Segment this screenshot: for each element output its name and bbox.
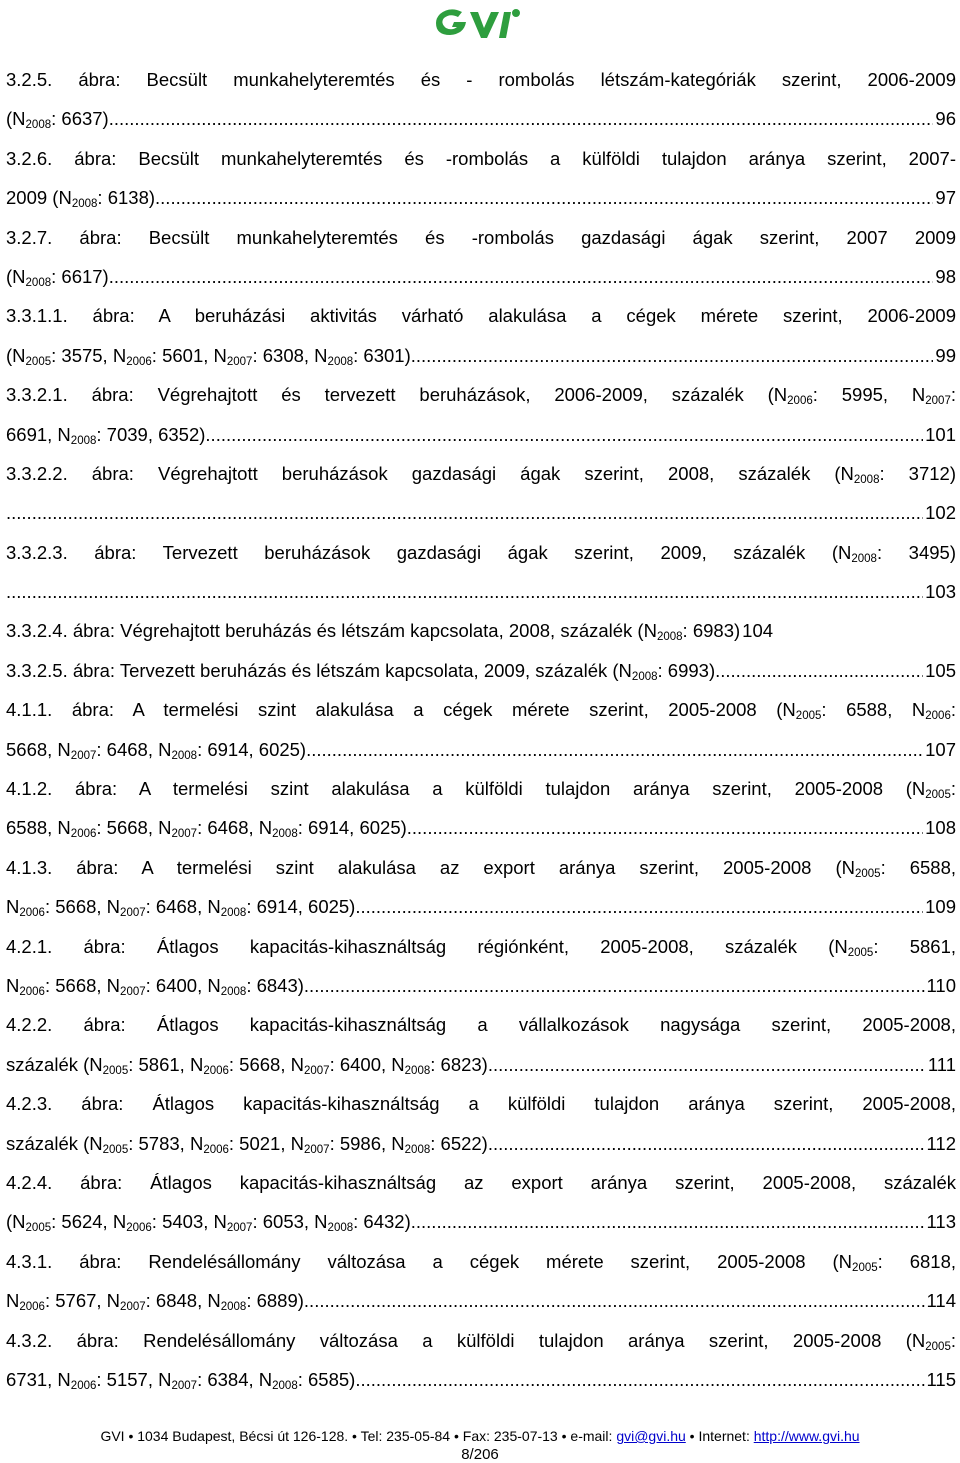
entry-title-text: 6731, $N_{2006}$: 5157, $N_{2007}$: 6384, $N_{2008}$: 6585) [6,1368,356,1392]
entry-last-line [6,99,956,138]
entry-title-text: 5668, $N_{2007}$: 6468, $N_{2008}$: 6914, 6025) [6,738,307,762]
entry-page-number: 109 [925,896,956,918]
entry-page-number: 110 [926,974,956,996]
logo-mark-g [436,9,466,35]
entry-title-line: 3.2.5. ábra: Becsült munkahelyteremtés és - rombolás létszám-kategóriák szerint, 2006-2009 [6,69,956,90]
dot-leader [488,1045,926,1084]
gvi-logo [436,4,524,42]
list-of-figures [6,60,956,1399]
entry-last-line [6,1360,956,1399]
entry-title-line: 4.3.2. ábra: Rendelésállomány változása a külföldi tulajdon aránya szerint, 2005-2008 ($N_{2005}$: [6,1329,956,1353]
entry-last-line [6,730,956,769]
entry-title-text: ($N_{2005}$: 3575, $N_{2006}$: 5601, $N_{2007}$: 6308, $N_{2008}$: 6301) [6,344,411,368]
figure-entry[interactable] [6,1084,956,1163]
figure-entry[interactable] [6,60,956,139]
entry-last-line [6,1281,956,1320]
dot-leader [6,572,923,611]
entry-title-line: 4.2.2. ábra: Átlagos kapacitás-kihasználtság a vállalkozások nagysága szerint, 2005-2008, [6,1014,956,1036]
dot-leader [109,99,934,138]
dot-leader [355,887,923,926]
entry-title-line: 4.2.4. ábra: Átlagos kapacitás-kihasználtság az export aránya szerint, 2005-2008, százalék [6,1171,956,1193]
entry-page-number: 113 [926,1211,956,1233]
dot-leader [109,257,934,296]
figure-entry[interactable] [6,769,956,848]
figure-entry[interactable] [6,690,956,769]
entry-last-line [6,966,956,1005]
entry-page-number: 111 [927,1053,956,1075]
figure-entry[interactable] [6,611,956,650]
entry-title-line: 3.2.7. ábra: Becsült munkahelyteremtés és -rombolás gazdasági ágak szerint, 2007 2009 [6,226,956,248]
dot-leader [355,1360,924,1399]
dot-leader [715,651,923,690]
logo-mark-i [499,12,511,38]
entry-title-text: $N_{2006}$: 5767, $N_{2007}$: 6848, $N_{2008}$: 6889) [6,1290,304,1314]
entry-title-line: 3.3.2.1. ábra: Végrehajtott és tervezett beruházások, 2006-2009, százalék ($N_{2006}$: 5995, $N_{2007}$: [6,384,956,408]
entry-title-text: 2009 ($N_{2008}$: 6138) [6,187,156,211]
figure-entry[interactable] [6,651,956,690]
entry-title-text: ($N_{2008}$: 6637) [6,108,109,132]
entry-last-line [6,1045,956,1084]
dot-leader [304,966,925,1005]
entry-page-number: 104 [742,620,774,642]
page-footer [0,1427,960,1445]
entry-page-number: 114 [926,1290,956,1312]
entry-page-number: 96 [935,108,956,130]
entry-title-text: $N_{2006}$: 5668, $N_{2007}$: 6400, $N_{2008}$: 6843) [6,974,304,998]
entry-title-line: 4.1.1. ábra: A termelési szint alakulása a cégek mérete szerint, 2005-2008 ($N_{2005}$: 6588, $N_{2006}$: [6,699,956,723]
entry-page-number: 101 [925,423,956,445]
dot-leader [306,730,923,769]
entry-title-line: 3.3.2.3. ábra: Tervezett beruházások gazdasági ágak szerint, 2009, százalék ($N_{2008}$: 3495) [6,541,956,565]
figure-entry[interactable] [6,927,956,1006]
figure-entry[interactable] [6,218,956,297]
figure-entry[interactable] [6,296,956,375]
figure-entry[interactable] [6,1321,956,1400]
page-number: 8/206 [461,1446,499,1463]
entry-title-text: 3.3.2.4. ábra: Végrehajtott beruházás és létszám kapcsolata, 2008, százalék ($N_{2008}$: 6983) [6,620,741,644]
entry-last-line [6,572,956,611]
figure-entry[interactable] [6,375,956,454]
entry-title-text: $N_{2006}$: 5668, $N_{2007}$: 6468, $N_{2008}$: 6914, 6025) [6,896,356,920]
footer-internet-label: • Internet: [685,1428,754,1444]
entry-title-line: 4.1.2. ábra: A termelési szint alakulása a külföldi tulajdon aránya szerint, 2005-2008 ($N_{2005}$: [6,778,956,802]
footer-email-link[interactable]: gvi@gvi.hu [616,1428,686,1444]
entry-last-line [6,1124,956,1163]
logo-dot [512,9,520,17]
entry-last-line [6,611,956,650]
entry-title-line: 4.2.3. ábra: Átlagos kapacitás-kihasználtság a külföldi tulajdon aránya szerint, 2005-2008, [6,1093,956,1115]
entry-last-line [6,178,956,217]
footer-address: GVI • 1034 Budapest, Bécsi út 126-128. • Tel: 235-05-84 • Fax: 235-07-13 • e-mail: [100,1428,617,1444]
figure-entry[interactable] [6,1163,956,1242]
dot-leader [304,1281,925,1320]
entry-title-line: 3.2.6. ábra: Becsült munkahelyteremtés és -rombolás a külföldi tulajdon aránya szerint, 2007- [6,147,956,169]
entry-last-line [6,808,956,847]
entry-title-text: 6691, $N_{2008}$: 7039, 6352) [6,423,206,447]
entry-title-line: 3.3.2.2. ábra: Végrehajtott beruházások gazdasági ágak szerint, 2008, százalék ($N_{2008}$: 3712) [6,462,956,486]
entry-title-text: százalék ($N_{2005}$: 5861, $N_{2006}$: 5668, $N_{2007}$: 6400, $N_{2008}$: 6823) [6,1053,488,1077]
entry-page-number: 105 [925,659,956,681]
dot-leader [411,1202,925,1241]
entry-page-number: 98 [935,265,956,287]
entry-title-text: 6588, $N_{2006}$: 5668, $N_{2007}$: 6468, $N_{2008}$: 6914, 6025) [6,817,407,841]
entry-page-number: 115 [926,1368,956,1390]
entry-last-line [6,336,956,375]
dot-leader [407,808,923,847]
entry-page-number: 107 [925,738,956,760]
entry-page-number: 99 [935,344,956,366]
entry-title-text: 3.3.2.5. ábra: Tervezett beruházás és létszám kapcsolata, 2009, százalék ($N_{2008}$: 6993) [6,659,716,683]
entry-title-text: ($N_{2008}$: 6617) [6,265,109,289]
entry-page-number: 108 [925,817,956,839]
entry-last-line [6,415,956,454]
figure-entry[interactable] [6,139,956,218]
entry-last-line [6,887,956,926]
figure-entry[interactable] [6,1242,956,1321]
figure-entry[interactable] [6,454,956,533]
figure-entry[interactable] [6,1005,956,1084]
dot-leader [411,336,934,375]
entry-title-line: 3.3.1.1. ábra: A beruházási aktivitás várható alakulása a cégek mérete szerint, 2006-2009 [6,305,956,327]
entry-title-text: százalék ($N_{2005}$: 5783, $N_{2006}$: 5021, $N_{2007}$: 5986, $N_{2008}$: 6522) [6,1132,488,1156]
entry-page-number: 103 [925,581,956,603]
figure-entry[interactable] [6,848,956,927]
entry-last-line [6,257,956,296]
footer-website-link[interactable]: http://www.gvi.hu [753,1428,860,1444]
entry-page-number: 97 [935,187,956,209]
dot-leader [205,415,923,454]
entry-title-line: 4.2.1. ábra: Átlagos kapacitás-kihasználtság régiónként, 2005-2008, százalék ($N_{2005}$: 5861, [6,935,956,959]
dot-leader [6,493,923,532]
entry-page-number: 102 [925,502,956,524]
entry-last-line [6,493,956,532]
entry-title-line: 4.1.3. ábra: A termelési szint alakulása az export aránya szerint, 2005-2008 ($N_{2005}$: 6588, [6,856,956,880]
logo-mark-v [470,12,499,38]
entry-page-number: 112 [926,1132,956,1154]
entry-last-line [6,651,956,690]
entry-last-line [6,1202,956,1241]
dot-leader [155,178,933,217]
entry-title-line: 4.3.1. ábra: Rendelésállomány változása a cégek mérete szerint, 2005-2008 ($N_{2005}$: 6818, [6,1250,956,1274]
figure-entry[interactable] [6,533,956,612]
dot-leader [488,1124,925,1163]
entry-title-text: ($N_{2005}$: 5624, $N_{2006}$: 5403, $N_{2007}$: 6053, $N_{2008}$: 6432) [6,1211,411,1235]
